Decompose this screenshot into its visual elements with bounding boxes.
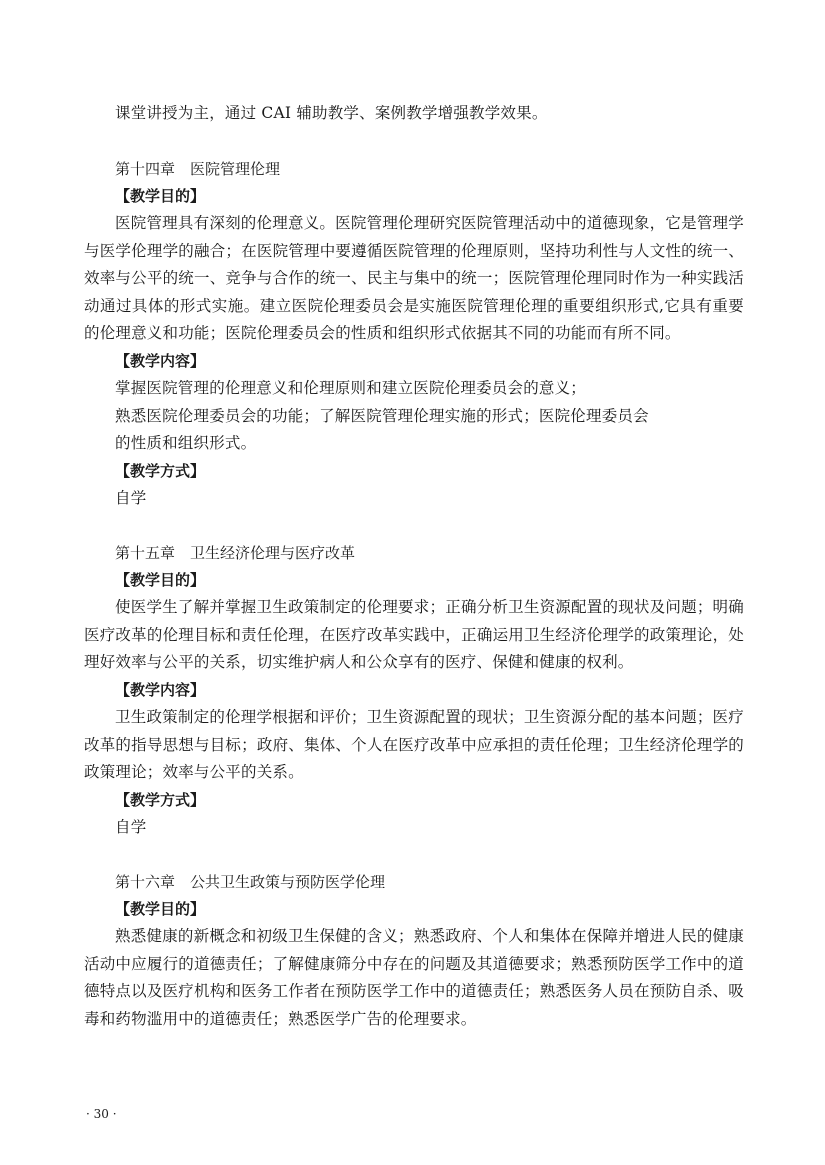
method-text: 自学: [115, 818, 147, 836]
section-label-purpose: 【教学目的】: [115, 186, 206, 205]
content-paragraph: 卫生政策制定的伦理学根据和评价；卫生资源配置的现状；卫生资源分配的基本问题；医疗改革的指导思想与目标；政府、集体、个人在医疗改革中应承担的责任伦理；卫生经济伦理学的政策理论；效率与公平的关系。: [84, 708, 744, 781]
section-label-content: 【教学内容】: [115, 680, 206, 699]
chapter-16: [84, 869, 744, 1034]
section-label-content: 【教学内容】: [115, 351, 206, 370]
chapter-title: 第十五章 卫生经济伦理与医疗改革: [115, 543, 356, 562]
purpose-paragraph: 熟悉健康的新概念和初级卫生保健的含义；熟悉政府、个人和集体在保障并增进人民的健康活动中应履行的道德责任；了解健康筛分中存在的问题及其道德要求；熟悉预防医学工作中的道德特点以及医疗机构和医务工作者在预防医学工作中的道德责任；熟悉医务人员在预防自杀、吸毒和药物滥用中的道德责任；熟悉医学广告的伦理要求。: [84, 927, 744, 1028]
chapter-15: [84, 540, 744, 842]
section-label-method: 【教学方式】: [115, 461, 206, 480]
content-line: 熟悉医院伦理委员会的功能；了解医院管理伦理实施的形式；医院伦理委员会: [115, 406, 649, 425]
content-line: 掌握医院管理的伦理意义和伦理原则和建立医院伦理委员会的意义；: [115, 379, 587, 397]
section-label-method: 【教学方式】: [115, 790, 206, 809]
chapter-title: 第十六章 公共卫生政策与预防医学伦理: [115, 872, 386, 891]
page-body: [84, 100, 744, 1033]
purpose-paragraph: 医院管理具有深刻的伦理意义。医院管理伦理研究医院管理活动中的道德现象，它是管理学与医学伦理学的融合；在医院管理中要遵循医院管理的伦理原则，坚持功利性与人文性的统一、效率与公平的统一、竞争与合作的统一、民主与集中的统一；医院管理伦理同时作为一种实践活动通过具体的形式实施。建立医院伦理委员会是实施医院管理伦理的重要组织形式,它具有重要的伦理意义和功能；医院伦理委员会的性质和组织形式依据其不同的功能而有所不同。: [84, 214, 744, 342]
content-line: 的性质和组织形式。: [115, 434, 257, 452]
section-label-purpose: 【教学目的】: [115, 899, 206, 918]
intro-paragraph: 课堂讲授为主，通过 CAI 辅助教学、案例教学增强教学效果。: [115, 104, 548, 122]
chapter-14: [84, 156, 744, 513]
purpose-paragraph: 使医学生了解并掌握卫生政策制定的伦理要求；正确分析卫生资源配置的现状及问题；明确医疗改革的伦理目标和责任伦理，在医疗改革实践中，正确运用卫生经济伦理学的政策理论，处理好效率与公平的关系，切实维护病人和公众享有的医疗、保健和健康的权利。: [84, 598, 744, 671]
page-number: · 30 ·: [86, 1107, 117, 1121]
section-label-purpose: 【教学目的】: [115, 570, 206, 589]
chapter-title: 第十四章 医院管理伦理: [115, 159, 281, 178]
method-text: 自学: [115, 489, 147, 507]
